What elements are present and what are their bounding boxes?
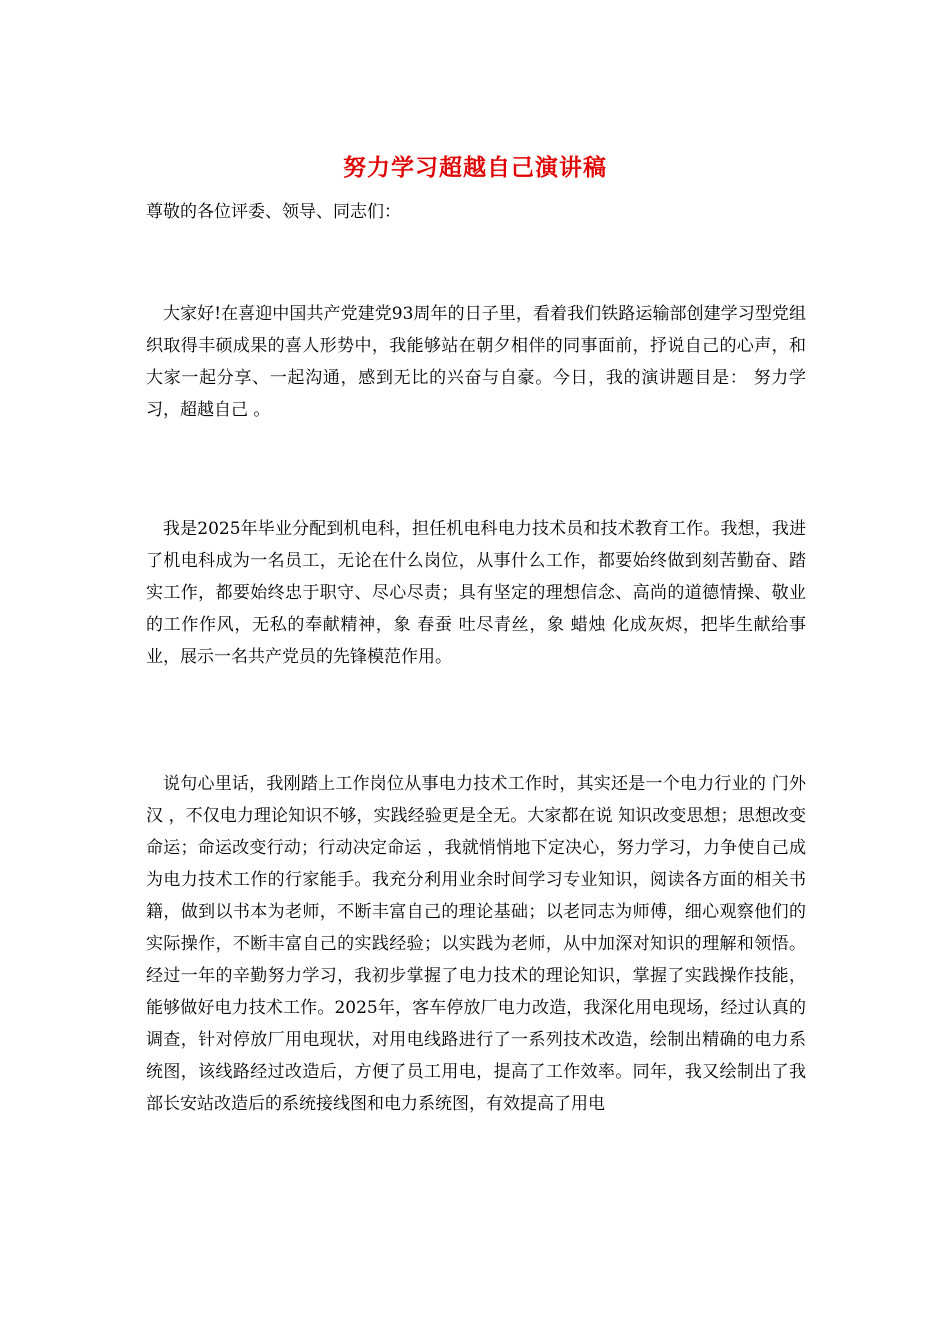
paragraph-3: 说句心里话，我刚踏上工作岗位从事电力技术工作时，其实还是一个电力行业的 门外汉 ，不仅电力理论知识不够，实践经验更是全无。大家都在说 知识改变思想；思想改变命运；命运改变行动；行动决定命运 ，我就悄悄地下定决心，努力学习，力争使自己成为电力技术工作的行家能手。我充分利用业余时间学习专业知识，阅读各方面的相关书籍，做到以书本为老师，不断丰富自己的理论基础；以老同志为师傅，细心观察他们的实际操作，不断丰富自己的实践经验；以实践为老师，从中加深对知识的理解和领悟。经过一年的辛勤努力学习，我初步掌握了电力技术的理论知识，掌握了实践操作技能，能够做好电力技术工作。2025年，客车停放厂电力改造，我深化用电现场，经过认真的调查，针对停放厂用电现状，对用电线路进行了一系列技术改造，绘制出精确的电力系统图，该线路经过改造后，方便了员工用电，提高了工作效率。同年，我又绘制出了我部长安站改造后的系统接线图和电力系统图，有效提高了用电 [146, 774, 806, 1114]
paragraph-1: 大家好!在喜迎中国共产党建党93周年的日子里，看着我们铁路运输部创建学习型党组织取得丰硕成果的喜人形势中，我能够站在朝夕相伴的同事面前，抒说自己的心声，和大家一起分享、一起沟通，感到无比的兴奋与自豪。今日，我的演讲题目是： 努力学习，超越自己 。 [146, 304, 806, 420]
salutation: 尊敬的各位评委、领导、同志们： [146, 202, 401, 222]
paragraph-2: 我是2025年毕业分配到机电科，担任机电科电力技术员和技术教育工作。我想，我进了机电科成为一名员工，无论在什么岗位，从事什么工作，都要始终做到刻苦勤奋、踏实工作，都要始终忠于职守、尽心尽责；具有坚定的理想信念、高尚的道德情操、敬业的工作作风，无私的奉献精神，象 春蚕 吐尽青丝，象 蜡烛 化成灰烬，把毕生献给事业，展示一名共产党员的先锋模范作用。 [146, 519, 806, 667]
document-title: 努力学习超越自己演讲稿 [343, 154, 607, 181]
